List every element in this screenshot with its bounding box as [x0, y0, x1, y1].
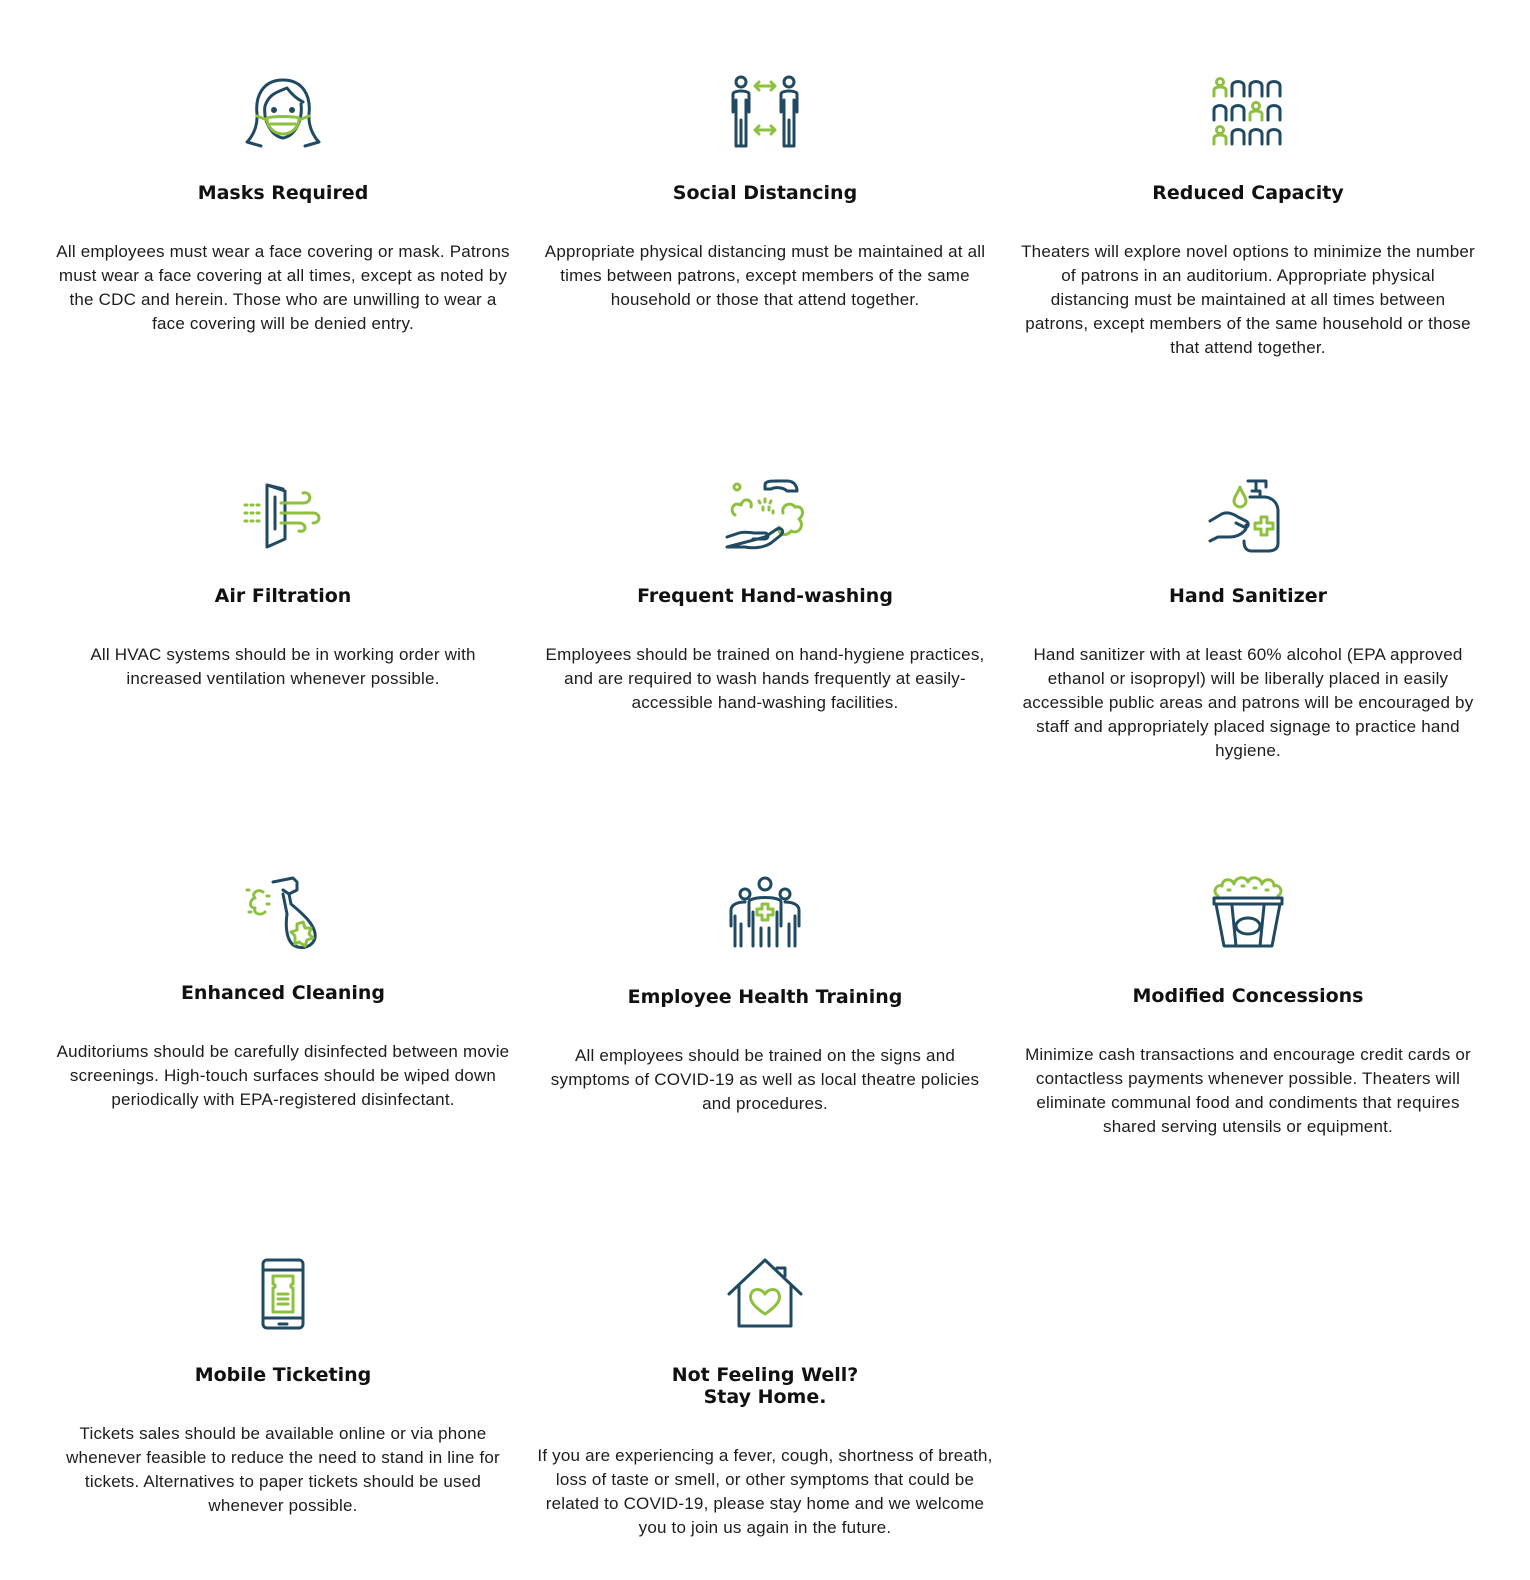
card-description: Hand sanitizer with at least 60% alcohol (EPA approved ethanol or isopropyl) will be liberally placed in easily accessible public areas and patrons will be encouraged by staff and appropriately placed signage to practice hand hygiene.: [1022, 645, 1474, 760]
card-title: Reduced Capacity: [1152, 182, 1344, 204]
reduced-capacity-icon: [1208, 72, 1288, 152]
card-title: Masks Required: [197, 182, 369, 204]
card-title: Air Filtration: [214, 585, 352, 607]
card-enhanced-cleaning: [48, 872, 518, 1112]
card-mobile-ticketing: [48, 1254, 518, 1518]
card-description: All HVAC systems should be in working order with increased ventilation whenever possible.: [90, 645, 476, 688]
card-title: Frequent Hand-washing: [637, 585, 893, 607]
card-hand-sanitizer: [1013, 475, 1483, 763]
card-description: Minimize cash transactions and encourage credit cards or contactless payments whenever possible. Theaters will eliminate communal food and condiments that requires shared serving utensils or equipment.: [1025, 1045, 1471, 1136]
card-employee-health-training: [530, 872, 1000, 1116]
card-not-feeling-well: [530, 1254, 1000, 1540]
card-title: Hand Sanitizer: [1169, 585, 1327, 607]
hand-washing-icon: [725, 475, 805, 555]
card-title: Not Feeling Well? Stay Home.: [671, 1364, 859, 1408]
card-title: Employee Health Training: [627, 986, 903, 1008]
card-title: Social Distancing: [672, 182, 858, 204]
card-reduced-capacity: [1013, 72, 1483, 360]
card-description: If you are experiencing a fever, cough, shortness of breath, loss of taste or smell, or other symptoms that could be related to COVID-19, please stay home and we welcome you to join us again in the future.: [537, 1446, 993, 1537]
card-description: Appropriate physical distancing must be maintained at all times between patrons, except members of the same household or those that attend together.: [544, 242, 986, 309]
card-title: Modified Concessions: [1132, 985, 1364, 1007]
card-air-filtration: [48, 475, 518, 691]
hand-sanitizer-icon: [1208, 475, 1288, 555]
card-description: Tickets sales should be available online or via phone whenever feasible to reduce the need to stand in line for tickets. Alternatives to paper tickets should be used whenever possible.: [66, 1424, 500, 1515]
popcorn-icon: [1208, 872, 1288, 952]
card-description: Employees should be trained on hand-hygiene practices, and are required to wash hands frequently at easily-accessible hand-washing facilities.: [545, 645, 985, 712]
home-heart-icon: [725, 1254, 805, 1334]
card-masks-required: [48, 72, 518, 336]
card-description: Theaters will explore novel options to minimize the number of patrons in an auditorium. Appropriate physical distancing must be maintained at all times between patrons, except members of the same household or those that attend together.: [1021, 242, 1475, 357]
mobile-ticket-icon: [243, 1254, 323, 1334]
card-description: Auditoriums should be carefully disinfected between movie screenings. High-touch surfaces should be wiped down periodically with EPA-registered disinfectant.: [56, 1042, 510, 1109]
card-description: All employees should be trained on the signs and symptoms of COVID-19 as well as local theatre policies and procedures.: [550, 1046, 980, 1113]
mask-icon: [243, 72, 323, 152]
card-social-distancing: [530, 72, 1000, 312]
card-modified-concessions: [1013, 872, 1483, 1139]
spray-bottle-icon: [243, 872, 323, 952]
social-distancing-icon: [725, 72, 805, 152]
air-filtration-icon: [243, 475, 323, 555]
card-title: Enhanced Cleaning: [180, 982, 386, 1004]
card-description: All employees must wear a face covering or mask. Patrons must wear a face covering at all times, except as noted by the CDC and herein. Those who are unwilling to wear a face covering will be denied entry.: [56, 242, 510, 333]
card-frequent-hand-washing: [530, 475, 1000, 715]
employee-health-icon: [725, 872, 805, 952]
card-title: Mobile Ticketing: [194, 1364, 372, 1386]
